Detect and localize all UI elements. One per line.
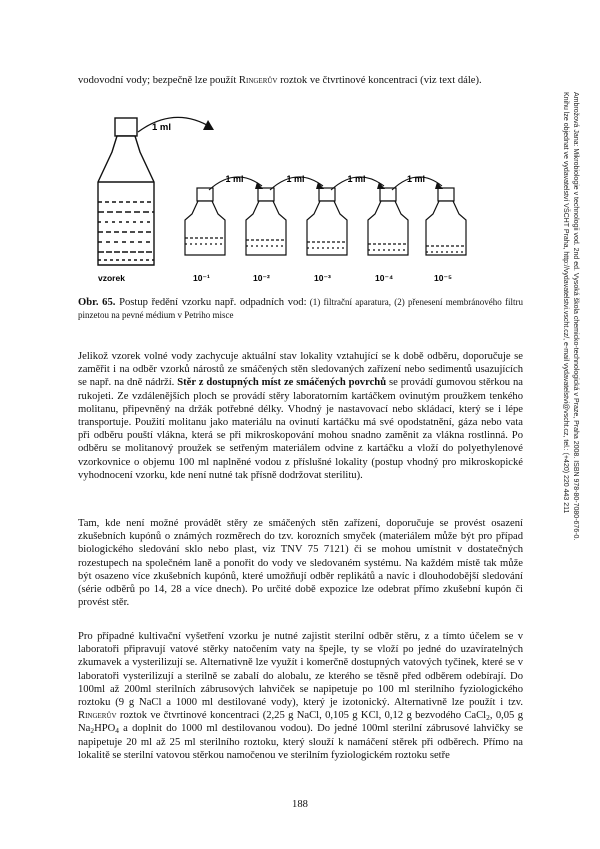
figure-caption xyxy=(78,296,523,322)
sample-bottle-icon xyxy=(98,118,154,265)
paragraph1-text-b: se provádí gumovou stěrkou na rukojeti. Ze vzdálenějších ploch se provádí stěry laboratorním kartáčkem ovinutým proužkem tenkého molitanu, připevněný na držák potřebné délky. Vhodný je nastavovací nebo skládací, který se i lépe transportuje. Použití molitanu jako materiálu na ovinutí kartáčku má své opodstatnění, gáza nebo vata při odběru pouští vlákna, která se při mikroskopování mohou snadno zaměnit za vlákna rostlinná. Po odběru se molitanový proužek se setřeným materiálem odvine z kartáčku a vloží do polyethylenové vzorkovnice o objemu 100 ml naplněné vodou z příslušné lokality (postup vhodný pro mikroskopické vyhodnocení vzorku, kde není nutné tak přísně dodržovat sterilitu). xyxy=(78,377,524,481)
paragraph-coupons xyxy=(78,517,523,609)
paragraph2-text: Tam, kde není možné provádět stěry ze smáčených stěn zařízení, doporučuje se provést osazení zkušebních kupónů o známých rozměrech do tzv. korozních smyček (materiálem může být pro případ biologického sledování sklo nebo plast, viz TNV 75 7121) či se mohou umístnit v dostatečných rozestupech na společném laně a ponořit do vody ve sledovaném systému. Na každém místě tak může být osazeno více zkušebních kupónů, které umožňují odběr replikátů a navíc i dlouhodobější sledování (série odběrů po 14, 28 a více dnech). Po určité době expozice lze odebrat přímo zkušební kupón či provést stěr. xyxy=(78,518,523,609)
citation-line-1: Ambrožová Jana: Mikrobiologie v technologii vod. 2nd ed. Vysoká škola chemicko-technologická v Praze, Praha 2008. ISBN 978-80-7080-676-0. xyxy=(572,92,579,541)
step-transfer-label: 1 ml xyxy=(225,174,244,184)
paragraph3-sub-c: 4 xyxy=(115,726,119,736)
step-transfer-label: 1 ml xyxy=(347,174,366,184)
paragraph-cultivation xyxy=(78,630,523,762)
intro-ringer: Ringerův xyxy=(238,75,278,86)
paragraph3-sub-a: 2 xyxy=(486,713,490,723)
paragraph3-sub-b: 2 xyxy=(90,726,95,736)
intro-paragraph xyxy=(78,74,523,87)
caption-number: Obr. 65. xyxy=(78,297,116,308)
bottle-label: 10⁻⁵ xyxy=(434,273,452,283)
arrow-head-icon xyxy=(203,120,214,130)
bottle-label: 10⁻¹ xyxy=(193,273,210,283)
transfer-arrow-main xyxy=(138,117,212,132)
paragraph1-bold: Stěr z dostupných míst ze smáčených povrchů xyxy=(177,377,387,389)
intro-text-b: roztok ve čtvrtinové koncentraci (viz text dále). xyxy=(277,75,482,86)
bottle-label: vzorek xyxy=(98,273,125,283)
dilution-bottle-icon xyxy=(368,188,408,255)
side-citation xyxy=(556,92,580,702)
bottle-label: 10⁻⁴ xyxy=(375,273,394,283)
dilution-bottle-icon xyxy=(246,188,286,255)
step-transfer-label: 1 ml xyxy=(407,174,426,184)
paragraph3-text-c: , 0,05 g Na xyxy=(78,710,523,735)
paragraph-swab-sampling xyxy=(78,350,523,482)
step-transfer-label: 1 ml xyxy=(286,174,305,184)
paragraph3-text-d: HPO xyxy=(94,723,116,735)
dilution-figure xyxy=(90,110,450,285)
intro-text-a: vodovodní vody; bezpečně lze použít xyxy=(78,75,239,86)
paragraph3-text-b: roztok ve čtvrtinové koncentraci (2,25 g NaCl, 0,105 g KCl, 0,12 g bezvodého CaCl xyxy=(116,710,487,722)
bottle-label: 10⁻³ xyxy=(314,273,331,283)
bottle-label: 10⁻² xyxy=(253,273,270,283)
main-transfer-label: 1 ml xyxy=(152,122,172,133)
paragraph1-text-a: Jelikož vzorek volné vody zachycuje aktuální stav lokality vztahující se k době odběru, doporučuje se zaměřit i na odběr vzorků nárostů ze smáčených stěn sledovaných zařízení nebo sedimentů usazujících se např. na dně nádrží. xyxy=(78,351,523,389)
dilution-bottle-icon xyxy=(426,188,466,255)
dilution-bottle-icon xyxy=(307,188,347,255)
paragraph3-text-e: a doplnit do 1000 ml destilovanou vodou). Do jedné 100ml sterilní zábrusové lahvičky se napipetuje 20 ml až 25 ml sterilního roztoku, který slouží k namáčení stěrek při odběrech. Přímo na lokalitě se sterilní vatovou stěrkou namočenou ve sterilním fyziologickém roztoku setře xyxy=(78,723,523,761)
paragraph3-ringer: Ringerův xyxy=(78,710,117,722)
dilution-bottle-icon xyxy=(185,188,225,255)
citation-line-2: Knihu lze objednat ve vydavatelství VŠCHT Praha, http://vydavatelstvi.vscht.cz/, e-mail vydavatelstvi@vscht.cz, tel.: (+420) 220 443 211 xyxy=(562,92,569,514)
caption-main-text: Postup ředění vzorku např. odpadních vod: xyxy=(115,297,307,308)
paragraph3-text-a: Pro případné kultivační vyšetření vzorku je nutné zajistit sterilní odběr stěru, z a tímto účelem se v laboratoři připravují vatové stěrky natočením vaty na špejle, ty se vloží po jedné do uzavíratelných zkumavek a vysterilizují se. Alternativně lze využít i komerčně dostupných vatových tyčinek, které se v laboratoři vysterilizují a sterilně se zabalí do alobalu, ze kterého se těsně před odběrem odebírají. Do 100ml až 200ml sterilních zábrusových lahviček se napipetuje po 100 ml sterilního fyziologického roztoku (9 g NaCl a 1000 ml destilované vody), který je izotonický. Alternativně lze použít i tzv. xyxy=(78,631,523,709)
page-number: 188 xyxy=(292,799,308,810)
caption-detail-text: (1) filtrační aparatura, (2) přenesení membránového filtru pinzetou na pevné médium v Petriho misce xyxy=(78,297,523,321)
